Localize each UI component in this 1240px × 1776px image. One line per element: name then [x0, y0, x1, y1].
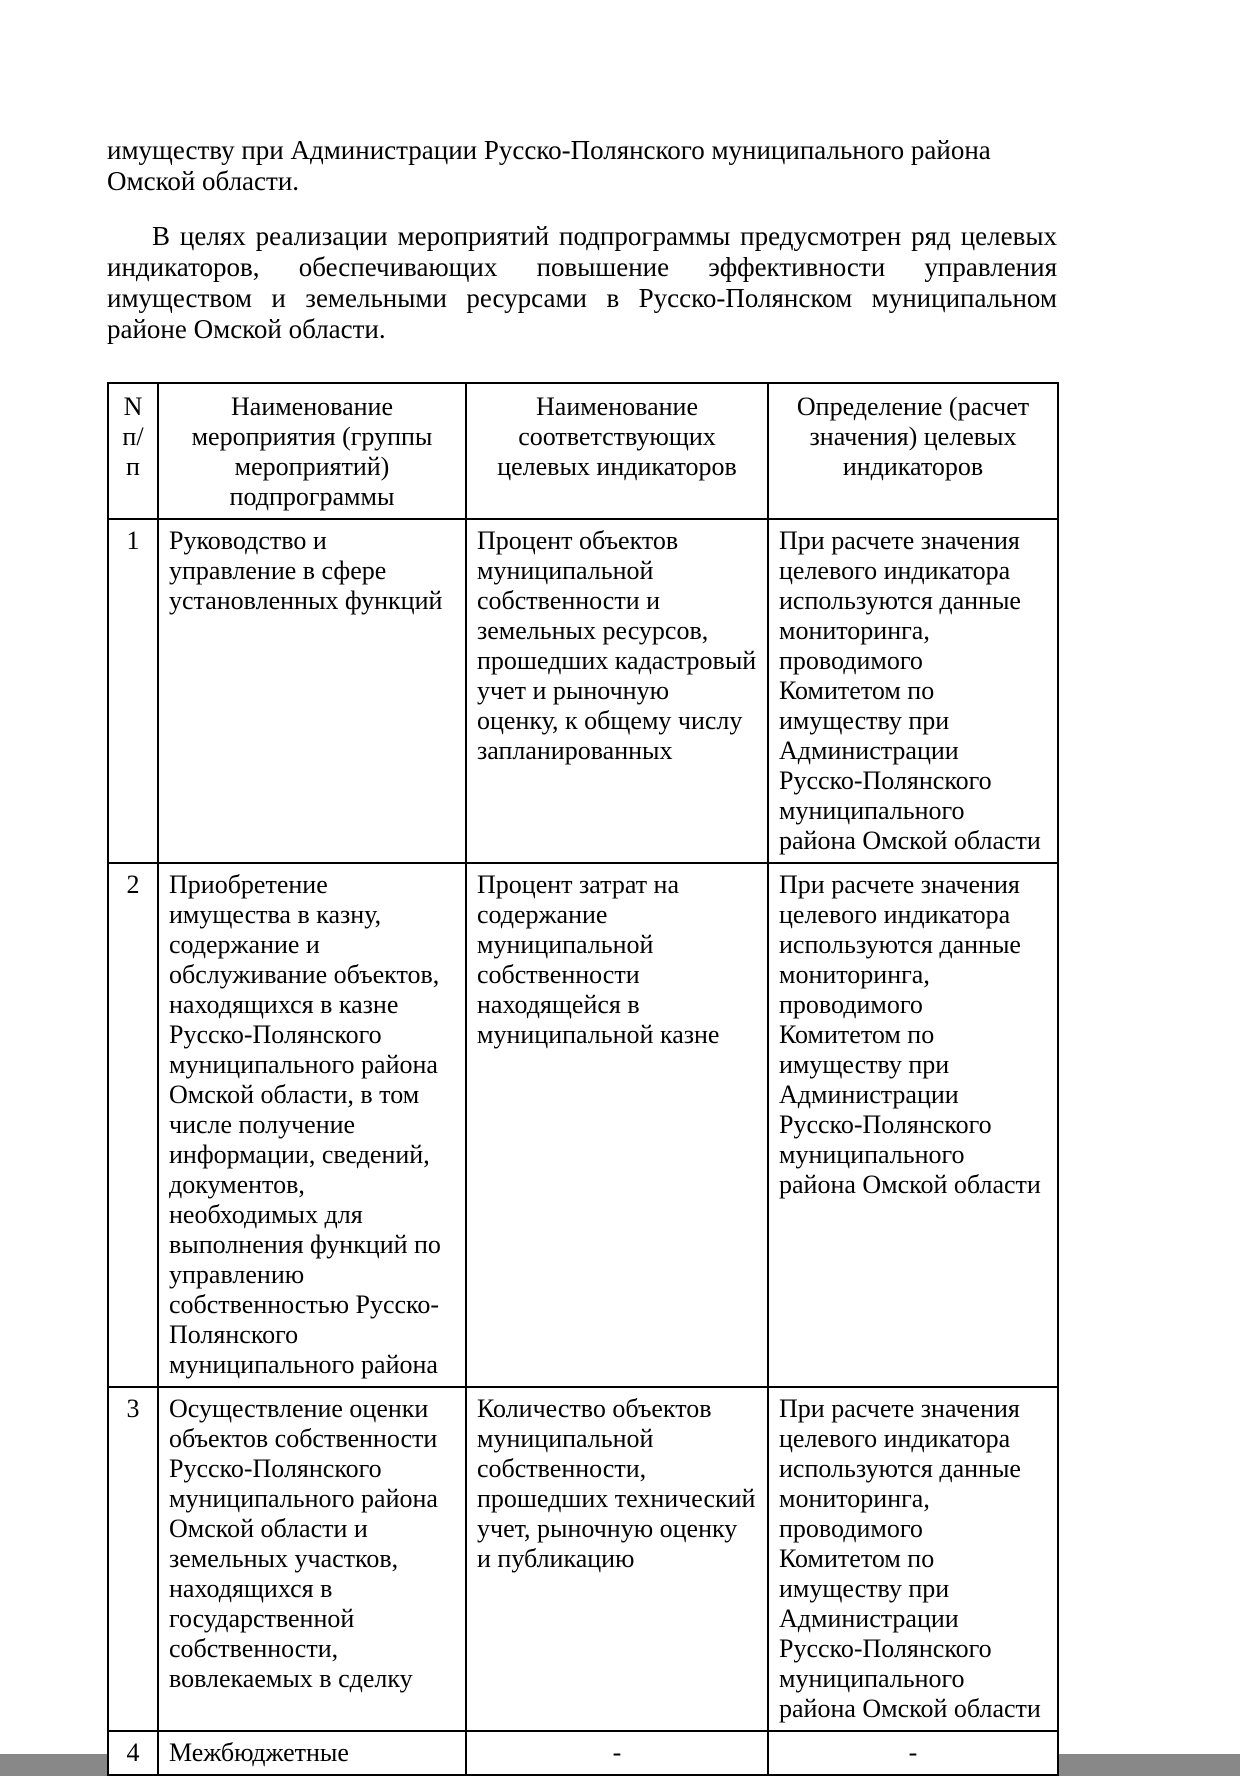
continuation-paragraph: имуществу при Администрации Русско-Полянского муниципального района Омской области. — [107, 135, 991, 196]
table-header-row — [108, 383, 1058, 519]
cell-number: 3 — [108, 1387, 158, 1731]
cell-definition: При расчете значения целевого индикатора используются данные мониторинга, проводимого Комитетом по имуществу при Администрации Русско-Полянского муниципального района Омской области — [768, 1387, 1058, 1731]
table-row — [108, 519, 1058, 863]
cell-definition: - — [768, 1731, 1058, 1775]
col-header-measure: Наименование мероприятия (группы мероприятий) подпрограммы — [158, 383, 466, 519]
cell-indicator: - — [466, 1731, 768, 1775]
col-header-indicator: Наименование соответствующих целевых индикаторов — [466, 383, 768, 519]
cell-definition: При расчете значения целевого индикатора используются данные мониторинга, проводимого Комитетом по имуществу при Администрации Русско-Полянского муниципального района Омской области — [768, 519, 1058, 863]
col-header-number: N п/п — [108, 383, 158, 519]
cell-measure: Осуществление оценки объектов собственности Русско-Полянского муниципального района Омской области и земельных участков, находящихся в государственной собственности, вовлекаемых в сделку — [158, 1387, 466, 1731]
cell-number: 1 — [108, 519, 158, 863]
cell-measure: Межбюджетные — [158, 1731, 466, 1775]
table-row — [108, 1387, 1058, 1731]
cell-measure: Приобретение имущества в казну, содержание и обслуживание объектов, находящихся в казне Русско-Полянского муниципального района Омской области, в том числе получение информации, сведений, документов, необходимых для выполнения функций по управлению собственностью Русско-Полянского муниципального района — [158, 863, 466, 1387]
table-row — [108, 863, 1058, 1387]
cell-indicator: Процент затрат на содержание муниципальной собственности находящейся в муниципальной казне — [466, 863, 768, 1387]
intro-paragraph: В целях реализации мероприятий подпрограммы предусмотрен ряд целевых индикаторов, обеспечивающих повышение эффективности управления имуществом и земельными ресурсами в Русско-Полянском муниципальном районе Омской области. — [107, 221, 1057, 344]
cell-definition: При расчете значения целевого индикатора используются данные мониторинга, проводимого Комитетом по имуществу при Администрации Русско-Полянского муниципального района Омской области — [768, 863, 1058, 1387]
cell-number: 2 — [108, 863, 158, 1387]
cell-indicator: Процент объектов муниципальной собственности и земельных ресурсов, прошедших кадастровый учет и рыночную оценку, к общему числу запланированных — [466, 519, 768, 863]
col-header-definition: Определение (расчет значения) целевых индикаторов — [768, 383, 1058, 519]
cell-indicator: Количество объектов муниципальной собственности, прошедших технический учет, рыночную оценку и публикацию — [466, 1387, 768, 1731]
table-row — [108, 1731, 1058, 1775]
cell-measure: Руководство и управление в сфере установленных функций — [158, 519, 466, 863]
cell-number: 4 — [108, 1731, 158, 1775]
indicators-table — [107, 382, 1059, 1776]
